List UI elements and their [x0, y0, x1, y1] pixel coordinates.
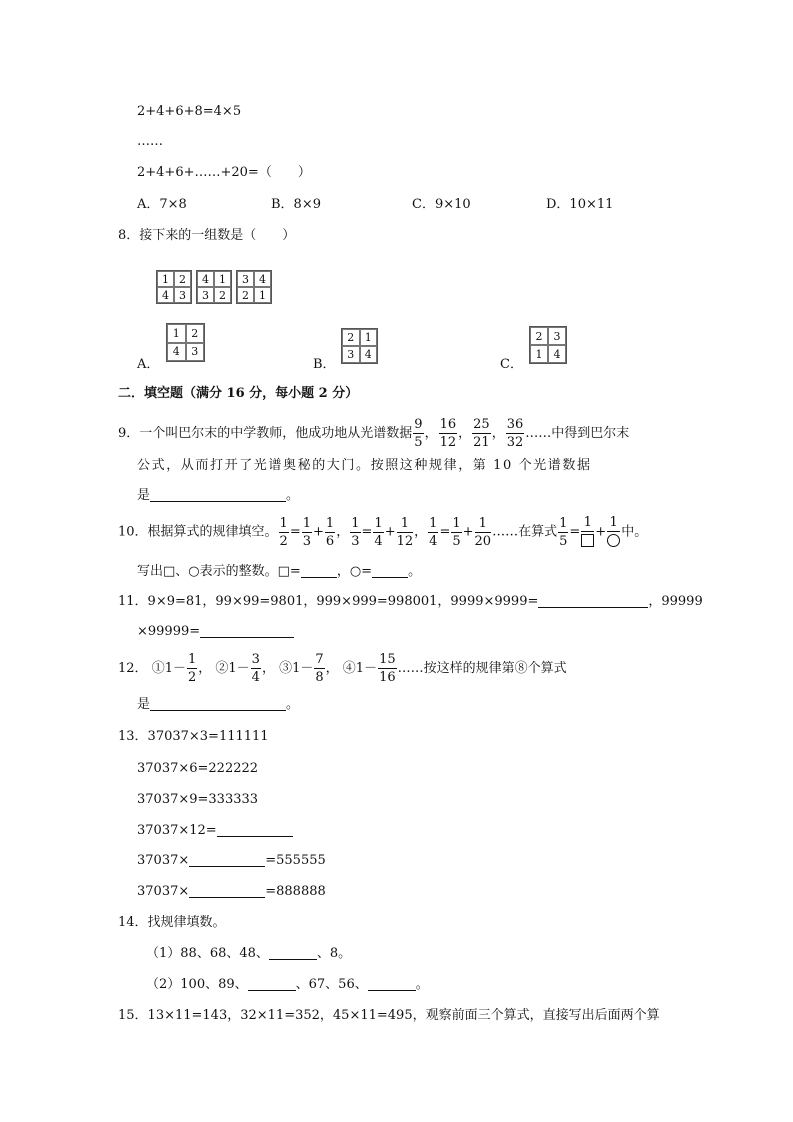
circle-placeholder: [607, 534, 620, 547]
square-answer-blank[interactable]: [301, 563, 337, 578]
fraction: $\frac{1}{5}$: [452, 515, 461, 549]
q13-line5: [137, 851, 326, 871]
fraction: $\frac{16}{12}$: [439, 417, 457, 450]
grid-cell: 1: [360, 329, 378, 346]
fraction: $\frac{15}{16}$: [379, 652, 396, 685]
answer-blank[interactable]: [150, 487, 286, 502]
q13-line6-a: 37037×: [137, 884, 190, 899]
q9-text-b: ……中得到巴尔末: [525, 426, 630, 441]
q8-option-c-grid: [529, 326, 567, 364]
grid-cell: 2: [237, 287, 254, 303]
fraction: $\frac{7}{8}$: [315, 652, 324, 685]
fraction: $\frac{1}{4}$: [374, 515, 383, 549]
fraction: $\frac{36}{32}$: [506, 417, 524, 450]
q7-option-c: C．9×10: [412, 197, 471, 212]
q9-line2: 公式，从而打开了光谱奥秘的大门。按照这种规律，第 10 个光谱数据: [137, 458, 592, 473]
grid-cell: 3: [197, 287, 214, 303]
fraction: $\frac{1}{20}$: [474, 515, 492, 549]
q9-line1: 9．一个叫巴尔末的中学教师，他成功地从光谱数据 $\frac{9}{5}$ ， $\frac{16}{12}$ ， $\frac{25}{21}$ ， $\frac{36}{32}$ ……中得到巴尔末: [118, 417, 630, 450]
q12-line2: [137, 695, 299, 715]
q9-line3: [137, 486, 299, 506]
q13-line6-b: =888888: [265, 884, 326, 899]
q8-option-c-label: C．: [500, 357, 523, 372]
q10-text-a: 10．根据算式的规律填空。: [118, 524, 278, 540]
q8-stem: 8．接下来的一组数是（ ）: [118, 228, 296, 243]
q12-prefix: 12．: [118, 661, 148, 676]
answer-blank[interactable]: [150, 696, 286, 711]
q10-line1: 10．根据算式的规律填空。 $\frac{1}{2}$ = $\frac{1}{3}$ + $\frac{1}{6}$ ， $\frac{1}{3}$ = $\frac{1}{4}$ + $\frac{1}{12}$ ， $\frac{1}{4}$ = $\frac{1}{5}$ + $\frac{1}{20}$ ……在算式 $\frac{1}{5}$ = 1 + 1 中。: [118, 515, 648, 549]
q11-line2: [137, 622, 294, 642]
grid-cell: 4: [254, 271, 271, 287]
fraction: $\frac{1}{4}$: [429, 515, 438, 549]
q8-sequence-grid-1: [156, 270, 192, 304]
q14-part1-b: 、8。: [316, 946, 352, 961]
fraction: $\frac{1}{5}$: [559, 515, 568, 549]
q13-line3: 37037×9=333333: [137, 792, 259, 807]
circle-answer-blank[interactable]: [372, 563, 408, 578]
q11-line1-text: 11．9×9=81，99×99=9801，999×999=998001，9999×9999=: [118, 594, 539, 609]
q7-option-a: A．7×8: [137, 197, 187, 212]
q12-item: ③1－: [279, 661, 314, 676]
q7-line1: 2+4+6+8=4×5: [137, 104, 242, 119]
q7-option-d: D．10×11: [546, 197, 614, 212]
grid-cell: 1: [167, 324, 186, 343]
q13-line1: 13．37037×3=111111: [118, 729, 269, 744]
grid-cell: 4: [157, 287, 174, 303]
q12-line1: 12． ①1－ $\frac{1}{2}$ ， ②1－ $\frac{3}{4}$ ， ③1－ $\frac{7}{8}$ ， ④1－ $\frac{15}{16}$ ……按这样的规律第⑧个算式: [118, 652, 567, 685]
q10-line2: [137, 562, 421, 582]
grid-cell: 1: [214, 271, 231, 287]
q11-line1: [118, 592, 703, 612]
fraction: $\frac{1}{6}$: [325, 515, 335, 549]
grid-cell: 4: [167, 343, 186, 362]
grid-cell: 4: [360, 346, 378, 363]
period: 。: [286, 697, 300, 712]
q7-ellipsis: ……: [137, 134, 163, 149]
q13-line2: 37037×6=222222: [137, 761, 259, 776]
q8-option-b-grid: [341, 328, 378, 364]
fraction: $\frac{3}{4}$: [251, 652, 260, 685]
grid-cell: 1: [157, 271, 174, 287]
grid-cell: 2: [186, 324, 205, 343]
q14-part2-b: 、67、56、: [295, 977, 368, 992]
fraction: $\frac{25}{21}$: [473, 417, 490, 450]
fraction: $\frac{1}{3}$: [351, 515, 360, 549]
period: 。: [286, 488, 300, 503]
grid-cell: 2: [342, 329, 360, 346]
grid-cell: 2: [174, 271, 191, 287]
q8-option-b-label: B．: [313, 357, 336, 372]
q12-item: ②1－: [215, 661, 250, 676]
q10-line2-a: 写出□、○表示的整数。□=: [137, 564, 301, 579]
grid-cell: 3: [186, 343, 205, 362]
grid-cell: 1: [254, 287, 271, 303]
fraction: 1: [607, 516, 620, 548]
q11-line1-end: ，99999: [648, 594, 703, 609]
grid-cell: 3: [237, 271, 254, 287]
q13-line5-a: 37037×: [137, 853, 190, 868]
fraction: $\frac{1}{3}$: [302, 515, 312, 549]
q12-item: ④1－: [342, 661, 378, 676]
q8-sequence-grid-3: [236, 270, 272, 304]
q7-line3: 2+4+6+……+20=（ ）: [137, 165, 311, 180]
fraction: 1: [581, 516, 594, 548]
answer-blank[interactable]: [200, 623, 294, 638]
grid-cell: 4: [197, 271, 214, 287]
grid-cell: 2: [530, 327, 548, 345]
q12-suffix: ……按这样的规律第⑧个算式: [397, 661, 567, 676]
fraction: $\frac{1}{12}$: [396, 515, 414, 549]
q8-option-a-label: A．: [137, 357, 160, 372]
q14-part1: [146, 944, 351, 964]
q9-line3-text: 是: [137, 488, 151, 503]
q9-text-a: 9．一个叫巴尔末的中学教师，他成功地从光谱数据: [118, 426, 413, 441]
fraction: $\frac{1}{2}$: [187, 652, 197, 685]
q8-sequence-grid-2: [196, 270, 232, 304]
fraction: $\frac{1}{2}$: [279, 515, 288, 549]
q10-line2-b: ，○=: [336, 564, 373, 579]
square-placeholder: [581, 534, 594, 547]
q14-part2-a: （2）100、89、: [146, 977, 248, 992]
answer-blank[interactable]: [269, 945, 317, 960]
q12-item: ①1－: [151, 661, 186, 676]
q10-text-c: 中。: [621, 524, 648, 540]
q12-line2-text: 是: [137, 697, 151, 712]
q14-part1-a: （1）88、68、48、: [146, 946, 269, 961]
grid-cell: 1: [530, 345, 548, 363]
q13-line4-text: 37037×12=: [137, 823, 217, 838]
grid-cell: 3: [548, 327, 566, 345]
answer-blank[interactable]: [538, 593, 648, 608]
q15-line1: 15．13×11=143，32×11=352，45×11=495，观察前面三个算式，直接写出后面两个算: [118, 1008, 660, 1023]
q10-text-b: ……在算式: [492, 524, 558, 540]
answer-blank[interactable]: [368, 976, 416, 991]
grid-cell: 3: [342, 346, 360, 363]
grid-cell: 3: [174, 287, 191, 303]
q13-line5-b: =555555: [265, 853, 326, 868]
q13-line4: [137, 821, 293, 841]
answer-blank[interactable]: [189, 883, 265, 898]
answer-blank[interactable]: [189, 852, 265, 867]
grid-cell: 4: [548, 345, 566, 363]
section-title: 二．填空题（满分 16 分，每小题 2 分）: [118, 386, 359, 401]
q7-option-b: B．8×9: [271, 197, 321, 212]
answer-blank[interactable]: [217, 822, 293, 837]
q8-option-a-grid: [166, 323, 205, 362]
q14-stem: 14．找规律填数。: [118, 915, 226, 930]
q14-part2-c: 。: [415, 977, 429, 992]
q10-line2-c: 。: [408, 564, 422, 579]
q11-line2-text: ×99999=: [137, 624, 201, 639]
q14-part2: [146, 975, 429, 995]
q13-line6: [137, 882, 326, 902]
answer-blank[interactable]: [248, 976, 296, 991]
grid-cell: 2: [214, 287, 231, 303]
fraction: $\frac{9}{5}$: [414, 417, 423, 450]
